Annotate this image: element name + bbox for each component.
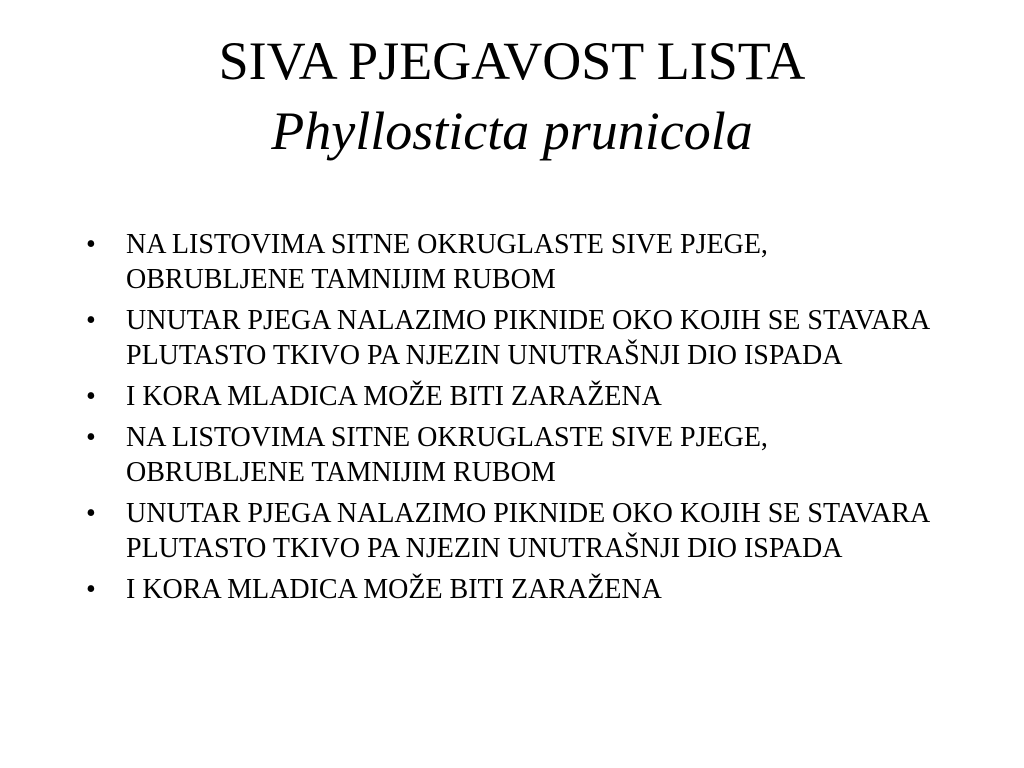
bullet-dot: • xyxy=(86,574,96,605)
bullet-item xyxy=(86,420,946,490)
bullet-dot: • xyxy=(86,305,96,336)
bullet-dot: • xyxy=(86,498,96,529)
bullet-text: I KORA MLADICA MOŽE BITI ZARAŽENA xyxy=(126,381,662,412)
bullet-item xyxy=(86,303,946,373)
bullet-list xyxy=(86,227,946,613)
bullet-text: NA LISTOVIMA SITNE OKRUGLASTE SIVE PJEGE, OBRUBLJENE TAMNIJIM RUBOM xyxy=(126,422,768,488)
bullet-dot: • xyxy=(86,381,96,412)
bullet-text: I KORA MLADICA MOŽE BITI ZARAŽENA xyxy=(126,574,662,605)
bullet-dot: • xyxy=(86,229,96,260)
bullet-item xyxy=(86,227,946,297)
slide-title: SIVA PJEGAVOST LISTA xyxy=(218,31,806,91)
bullet-dot: • xyxy=(86,422,96,453)
title-block xyxy=(0,26,1024,166)
bullet-item xyxy=(86,572,946,607)
slide-subtitle: Phyllosticta prunicola xyxy=(271,101,753,161)
bullet-text: UNUTAR PJEGA NALAZIMO PIKNIDE OKO KOJIH SE STAVARA PLUTASTO TKIVO PA NJEZIN UNUTRAŠNJI DIO ISPADA xyxy=(126,305,929,371)
bullet-text: UNUTAR PJEGA NALAZIMO PIKNIDE OKO KOJIH SE STAVARA PLUTASTO TKIVO PA NJEZIN UNUTRAŠNJI DIO ISPADA xyxy=(126,498,929,564)
bullet-item xyxy=(86,379,946,414)
bullet-text: NA LISTOVIMA SITNE OKRUGLASTE SIVE PJEGE, OBRUBLJENE TAMNIJIM RUBOM xyxy=(126,229,768,295)
bullet-item xyxy=(86,496,946,566)
